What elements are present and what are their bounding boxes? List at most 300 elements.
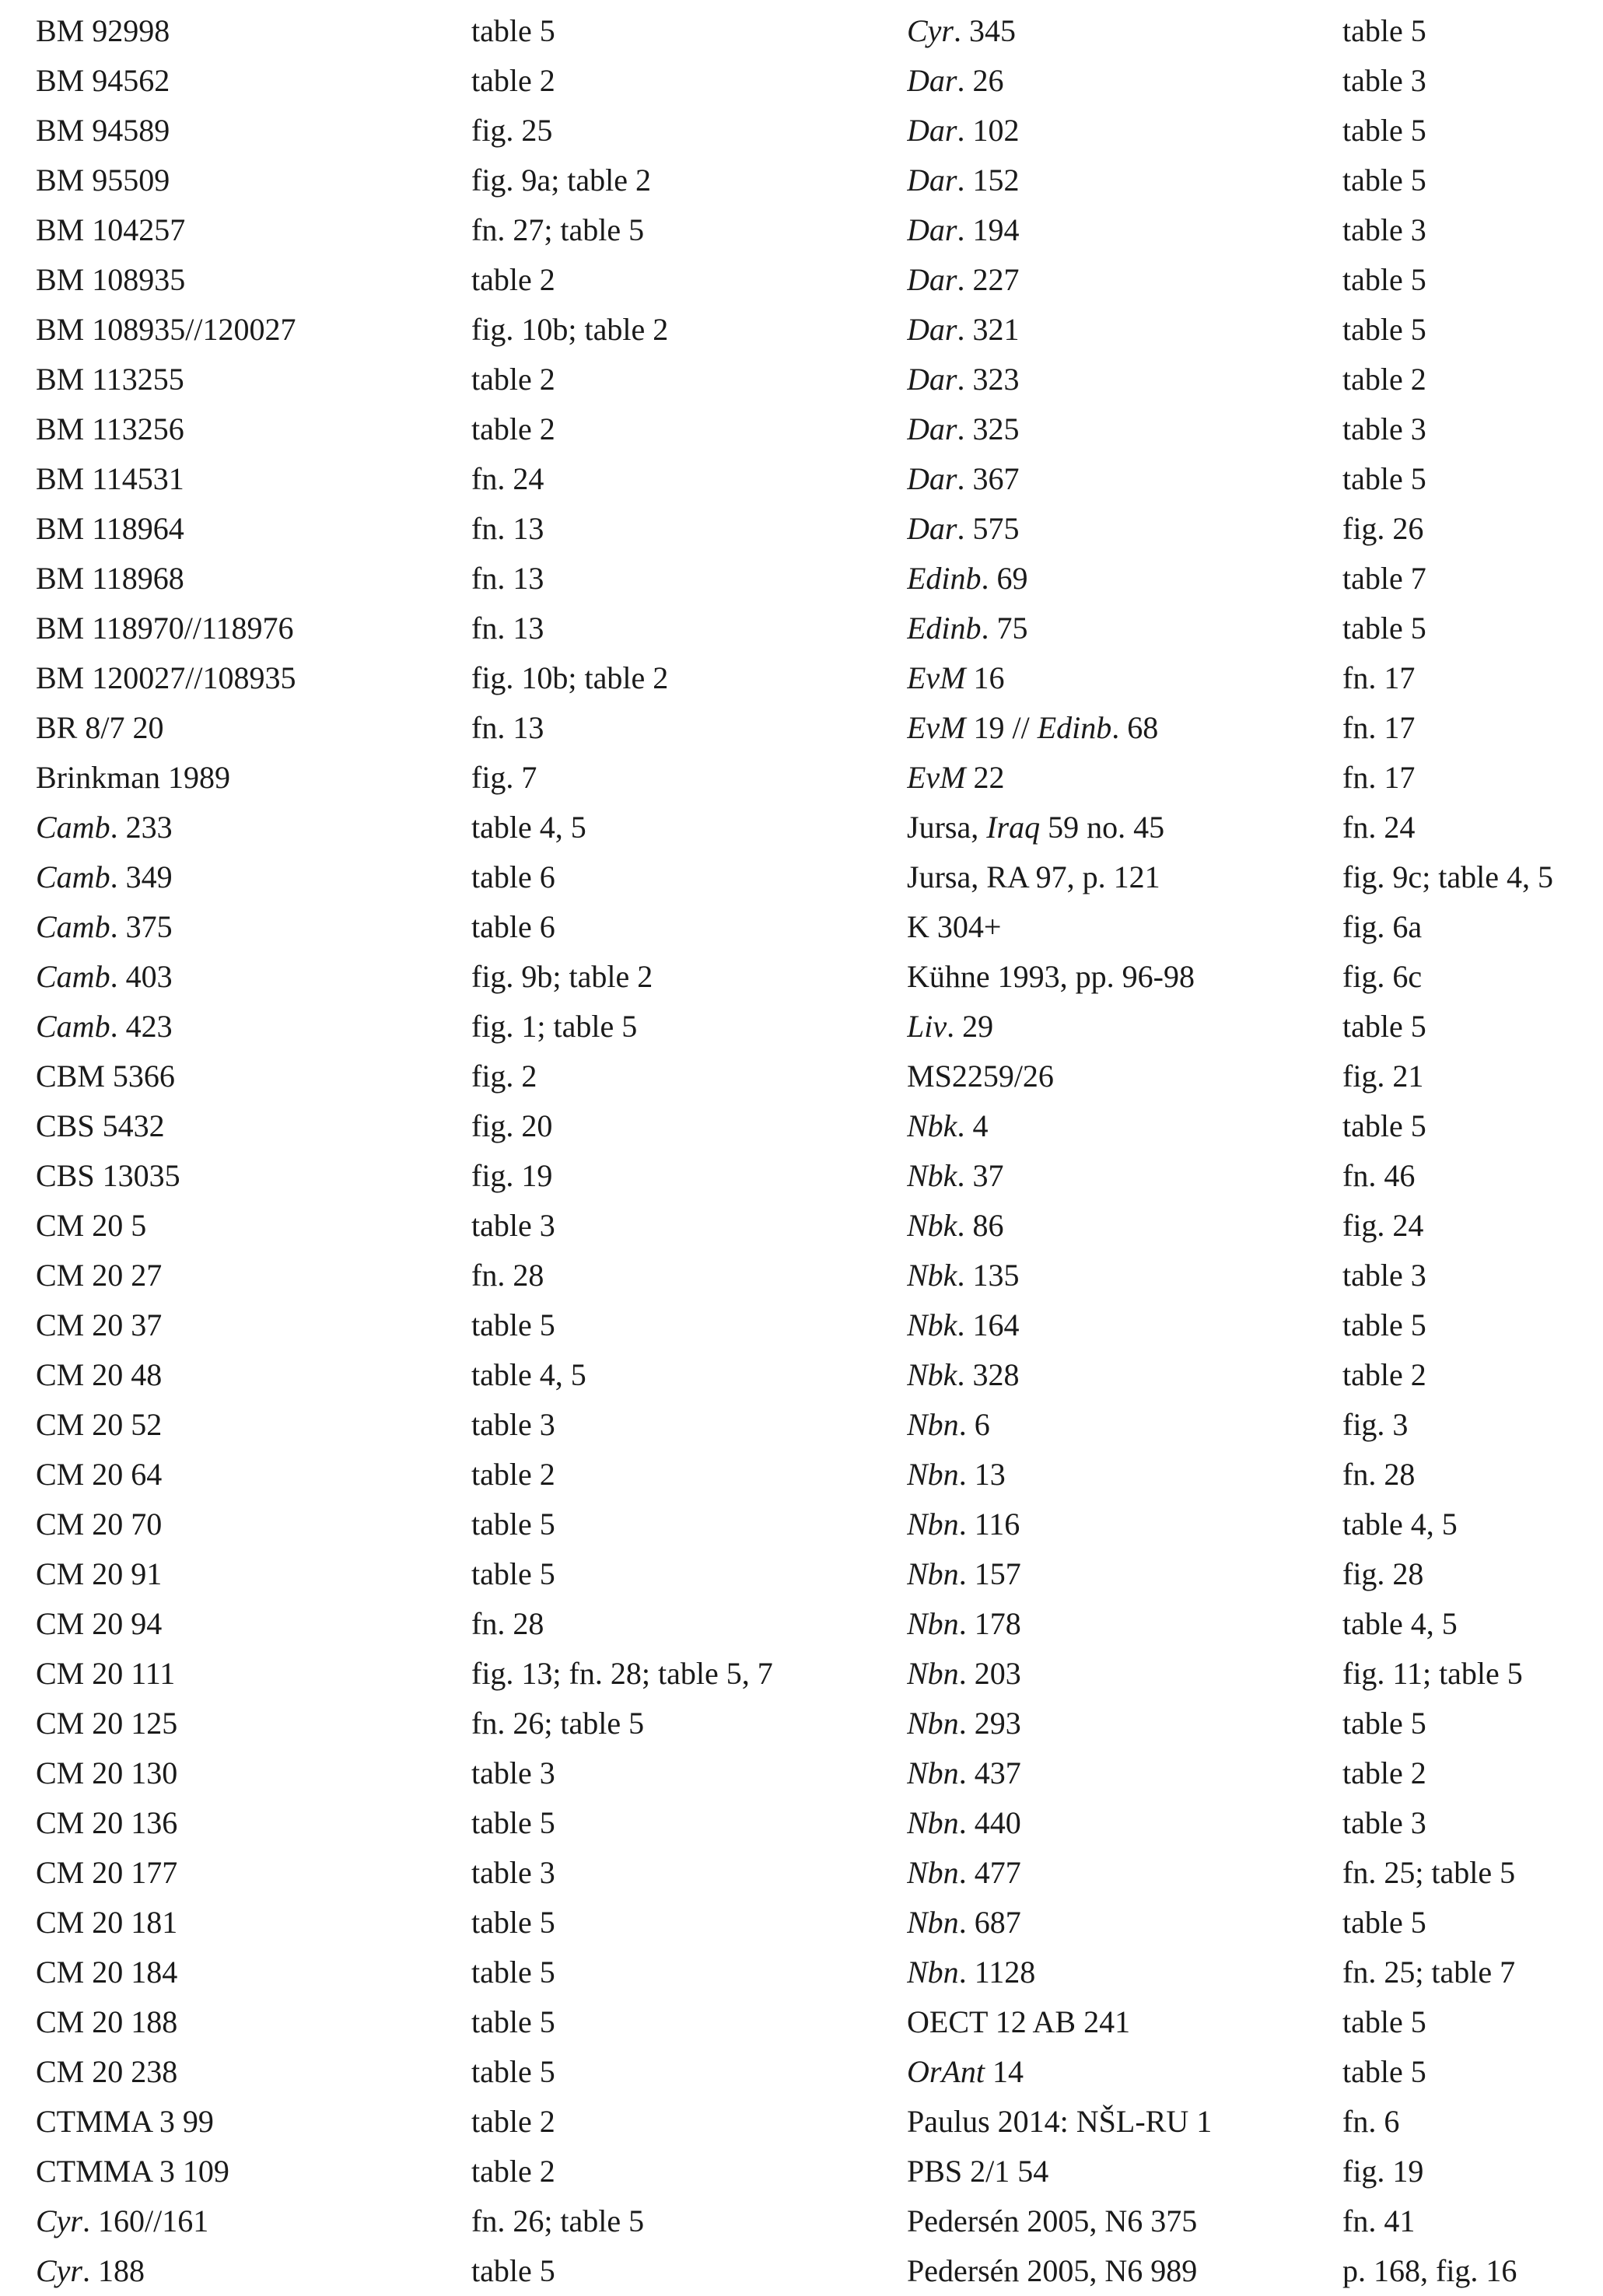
index-entry: [36, 1002, 884, 1052]
siglum-part: . 116: [958, 1507, 1020, 1542]
siglum-part: BM 92998: [36, 13, 170, 48]
entry-siglum: [36, 1500, 471, 1549]
index-entry: [36, 2196, 884, 2246]
entry-siglum: [907, 604, 1342, 653]
siglum-part: . 227: [957, 262, 1020, 297]
index-entry: [907, 56, 1603, 106]
siglum-part: BM 113255: [36, 362, 184, 397]
siglum-part: . 37: [957, 1158, 1004, 1193]
siglum-italic-part: Nbn: [907, 1706, 959, 1741]
siglum-italic-part: Nbn: [907, 1407, 959, 1442]
entry-siglum: [907, 355, 1342, 404]
entry-siglum: [907, 952, 1342, 1002]
siglum-italic-part: EvM: [907, 760, 966, 795]
siglum-part: OECT 12 AB 241: [907, 2004, 1131, 2039]
entry-reference: fig. 28: [1342, 1556, 1424, 1591]
index-column-right: [907, 6, 1603, 2296]
entry-siglum: [907, 1251, 1342, 1300]
siglum-part: . 349: [110, 859, 173, 894]
index-entry: [907, 2147, 1603, 2196]
siglum-italic-part: Nbn: [907, 1855, 959, 1890]
siglum-part: PBS 2/1 54: [907, 2154, 1049, 2189]
entry-reference: fn. 17: [1342, 760, 1416, 795]
entry-reference: table 2: [1342, 362, 1426, 397]
entry-reference: table 5: [1342, 13, 1426, 48]
entry-reference: fig. 3: [1342, 1407, 1409, 1442]
entry-reference: table 4, 5: [471, 1357, 586, 1392]
entry-reference: table 5: [1342, 2004, 1426, 2039]
entry-reference: fig. 11; table 5: [1342, 1656, 1523, 1691]
siglum-part: . 687: [958, 1905, 1021, 1940]
siglum-italic-part: Nbn: [907, 1507, 959, 1542]
entry-reference: table 5: [471, 1805, 555, 1840]
entry-reference: table 5: [1342, 312, 1426, 347]
siglum-part: . 375: [110, 909, 173, 944]
entry-reference: table 5: [1342, 1307, 1426, 1342]
siglum-part: CM 20 130: [36, 1755, 178, 1790]
index-entry: [907, 1898, 1603, 1948]
index-entry: [36, 1549, 884, 1599]
entry-reference: p. 168, fig. 16: [1342, 2253, 1517, 2288]
index-entry: [907, 355, 1603, 404]
index-entry: [907, 1798, 1603, 1848]
entry-reference: fig. 24: [1342, 1208, 1424, 1243]
siglum-italic-part: Nbn: [907, 1556, 959, 1591]
siglum-italic-part: Nbn: [907, 1955, 959, 1990]
entry-siglum: [907, 1898, 1342, 1948]
index-entry: [907, 1350, 1603, 1400]
index-entry: [36, 1201, 884, 1251]
index-entry: [36, 1898, 884, 1948]
entry-siglum: [36, 1748, 471, 1798]
entry-reference: table 5: [1342, 1108, 1426, 1143]
entry-siglum: [907, 305, 1342, 355]
entry-siglum: [36, 604, 471, 653]
index-entry: [36, 1649, 884, 1699]
entry-reference: table 5: [471, 1905, 555, 1940]
index-entry: [36, 255, 884, 305]
entry-siglum: [36, 1052, 471, 1101]
entry-siglum: [36, 404, 471, 454]
index-entry: [907, 1300, 1603, 1350]
entry-reference: fig. 19: [471, 1158, 553, 1193]
siglum-part: BM 108935//120027: [36, 312, 296, 347]
index-entry: [36, 1798, 884, 1848]
index-entry: [36, 1948, 884, 1997]
entry-siglum: [907, 454, 1342, 504]
entry-reference: table 3: [471, 1855, 555, 1890]
entry-reference: table 3: [1342, 411, 1426, 446]
entry-reference: table 5: [471, 2253, 555, 2288]
siglum-italic-part: Dar: [907, 63, 957, 98]
entry-reference: table 5: [1342, 461, 1426, 496]
siglum-part: BM 94562: [36, 63, 170, 98]
entry-siglum: [36, 156, 471, 205]
entry-reference: table 5: [1342, 611, 1426, 646]
siglum-part: . 575: [957, 511, 1020, 546]
entry-reference: fig. 10b; table 2: [471, 312, 669, 347]
index-entry: [907, 1997, 1603, 2047]
siglum-italic-part: Camb: [36, 810, 110, 845]
entry-siglum: [907, 1450, 1342, 1500]
siglum-part: . 102: [957, 113, 1020, 148]
index-entry: [36, 1300, 884, 1350]
entry-siglum: [907, 703, 1342, 753]
entry-reference: fn. 17: [1342, 710, 1416, 745]
entry-siglum: [907, 803, 1342, 852]
siglum-part: CM 20 111: [36, 1656, 176, 1691]
index-entry: [907, 156, 1603, 205]
index-entry: [907, 1748, 1603, 1798]
entry-siglum: [36, 1400, 471, 1450]
entry-reference: table 5: [1342, 1905, 1426, 1940]
index-entry: [36, 1997, 884, 2047]
siglum-part: CM 20 27: [36, 1258, 163, 1293]
entry-siglum: [36, 1251, 471, 1300]
entry-reference: fig. 20: [471, 1108, 553, 1143]
entry-siglum: [907, 2097, 1342, 2147]
siglum-part: BM 118968: [36, 561, 184, 596]
siglum-part: Kühne 1993, pp. 96-98: [907, 959, 1195, 994]
siglum-italic-part: Edinb: [907, 561, 982, 596]
siglum-part: . 403: [110, 959, 173, 994]
entry-siglum: [907, 156, 1342, 205]
index-entry: [36, 2147, 884, 2196]
entry-siglum: [907, 1649, 1342, 1699]
entry-reference: fig. 21: [1342, 1059, 1424, 1094]
siglum-italic-part: Nbk: [907, 1158, 957, 1193]
siglum-italic-part: Camb: [36, 859, 110, 894]
siglum-part: CTMMA 3 99: [36, 2104, 214, 2139]
entry-reference: fn. 46: [1342, 1158, 1416, 1193]
siglum-part: CBS 5432: [36, 1108, 165, 1143]
entry-reference: table 4, 5: [1342, 1606, 1458, 1641]
siglum-part: CM 20 177: [36, 1855, 178, 1890]
siglum-part: . 188: [82, 2253, 145, 2288]
entry-reference: fn. 26; table 5: [471, 2203, 645, 2238]
siglum-part: . 423: [110, 1009, 173, 1044]
index-entry: [907, 1500, 1603, 1549]
index-entry: [36, 355, 884, 404]
siglum-part: . 157: [958, 1556, 1021, 1591]
entry-siglum: [907, 1997, 1342, 2047]
siglum-part: 59 no. 45: [1040, 810, 1165, 845]
siglum-italic-part: Cyr: [36, 2203, 82, 2238]
entry-reference: fn. 6: [1342, 2104, 1400, 2139]
siglum-part: CM 20 91: [36, 1556, 163, 1591]
siglum-italic-part: Liv: [907, 1009, 947, 1044]
siglum-part: Jursa,: [907, 810, 987, 845]
index-entry: [907, 554, 1603, 604]
siglum-part: CM 20 188: [36, 2004, 178, 2039]
entry-siglum: [36, 305, 471, 355]
siglum-part: BM 114531: [36, 461, 184, 496]
siglum-italic-part: Nbk: [907, 1307, 957, 1342]
siglum-italic-part: Edinb: [907, 611, 982, 646]
entry-reference: table 2: [1342, 1755, 1426, 1790]
siglum-part: CM 20 181: [36, 1905, 178, 1940]
siglum-part: Jursa, RA 97, p. 121: [907, 859, 1160, 894]
siglum-part: CM 20 136: [36, 1805, 178, 1840]
siglum-part: . 26: [957, 63, 1004, 98]
siglum-part: . 69: [981, 561, 1028, 596]
entry-siglum: [907, 56, 1342, 106]
entry-reference: table 5: [471, 1556, 555, 1591]
siglum-part: Pedersén 2005, N6 375: [907, 2203, 1198, 2238]
index-entry: [36, 205, 884, 255]
index-column-left: [36, 6, 884, 2296]
siglum-part: . 75: [981, 611, 1028, 646]
index-entry: [907, 902, 1603, 952]
index-entry: [907, 106, 1603, 156]
siglum-part: . 164: [957, 1307, 1020, 1342]
entry-siglum: [36, 1699, 471, 1748]
siglum-part: CM 20 94: [36, 1606, 163, 1641]
entry-siglum: [36, 1350, 471, 1400]
entry-siglum: [907, 852, 1342, 902]
entry-reference: fn. 17: [1342, 660, 1416, 695]
entry-reference: table 5: [1342, 113, 1426, 148]
index-entry: [907, 1400, 1603, 1450]
entry-reference: fig. 25: [471, 113, 553, 148]
siglum-part: . 160//161: [82, 2203, 209, 2238]
index-entry: [36, 952, 884, 1002]
siglum-italic-part: Nbn: [907, 1755, 959, 1790]
siglum-italic-part: Dar: [907, 461, 957, 496]
entry-siglum: [907, 1699, 1342, 1748]
siglum-part: BM 120027//108935: [36, 660, 296, 695]
entry-siglum: [907, 653, 1342, 703]
siglum-italic-part: Nbn: [907, 1656, 959, 1691]
entry-reference: table 3: [471, 1208, 555, 1243]
entry-reference: fn. 27; table 5: [471, 212, 645, 247]
entry-siglum: [36, 803, 471, 852]
entry-siglum: [36, 1300, 471, 1350]
entry-siglum: [907, 1300, 1342, 1350]
index-entry: [36, 454, 884, 504]
entry-siglum: [36, 1898, 471, 1948]
index-entry: [907, 703, 1603, 753]
entry-siglum: [36, 255, 471, 305]
entry-siglum: [907, 1748, 1342, 1798]
entry-siglum: [907, 404, 1342, 454]
siglum-part: . 135: [957, 1258, 1020, 1293]
entry-siglum: [907, 504, 1342, 554]
index-entry: [36, 902, 884, 952]
siglum-italic-part: Dar: [907, 362, 957, 397]
siglum-part: . 477: [958, 1855, 1021, 1890]
index-entry: [36, 56, 884, 106]
entry-reference: fig. 10b; table 2: [471, 660, 669, 695]
entry-reference: fig. 9b; table 2: [471, 959, 653, 994]
siglum-part: BM 118964: [36, 511, 184, 546]
index-entry: [36, 1748, 884, 1798]
entry-reference: table 2: [1342, 1357, 1426, 1392]
siglum-part: BM 104257: [36, 212, 186, 247]
siglum-part: . 13: [958, 1457, 1006, 1492]
siglum-part: CM 20 48: [36, 1357, 163, 1392]
entry-reference: table 2: [471, 63, 555, 98]
entry-siglum: [907, 2147, 1342, 2196]
siglum-part: CM 20 184: [36, 1955, 178, 1990]
entry-reference: table 3: [1342, 1805, 1426, 1840]
entry-siglum: [907, 1201, 1342, 1251]
index-entry: [36, 803, 884, 852]
entry-reference: fn. 13: [471, 511, 544, 546]
siglum-italic-part: Dar: [907, 262, 957, 297]
entry-reference: table 7: [1342, 561, 1426, 596]
index-entry: [907, 1101, 1603, 1151]
entry-siglum: [907, 1500, 1342, 1549]
siglum-italic-part: Nbk: [907, 1357, 957, 1392]
entry-reference: fn. 13: [471, 611, 544, 646]
entry-siglum: [907, 1101, 1342, 1151]
entry-siglum: [907, 902, 1342, 952]
siglum-part: . 1128: [958, 1955, 1036, 1990]
siglum-part: CM 20 37: [36, 1307, 163, 1342]
entry-reference: table 5: [1342, 1706, 1426, 1741]
index-entry: [36, 703, 884, 753]
siglum-italic-part: Camb: [36, 909, 110, 944]
siglum-part: BM 95509: [36, 163, 170, 198]
entry-siglum: [36, 2196, 471, 2246]
siglum-italic-part: Dar: [907, 212, 957, 247]
entry-reference: fn. 28: [471, 1606, 544, 1641]
siglum-part: 14: [985, 2054, 1024, 2089]
index-entry: [907, 1948, 1603, 1997]
index-entry: [907, 852, 1603, 902]
entry-siglum: [36, 1848, 471, 1898]
siglum-italic-part: Nbk: [907, 1258, 957, 1293]
index-entry: [907, 1151, 1603, 1201]
entry-siglum: [907, 2196, 1342, 2246]
siglum-part: 19 //: [965, 710, 1038, 745]
entry-reference: fig. 6c: [1342, 959, 1423, 994]
index-entry: [36, 1500, 884, 1549]
entry-reference: table 3: [471, 1407, 555, 1442]
entry-reference: table 5: [471, 1507, 555, 1542]
entry-reference: table 5: [471, 1955, 555, 1990]
entry-siglum: [907, 255, 1342, 305]
index-entry: [907, 504, 1603, 554]
siglum-italic-part: OrAnt: [907, 2054, 985, 2089]
index-entry: [36, 1450, 884, 1500]
siglum-italic-part: Nbn: [907, 1805, 959, 1840]
siglum-italic-part: Cyr: [36, 2253, 82, 2288]
index-entry: [907, 1549, 1603, 1599]
siglum-part: . 440: [958, 1805, 1021, 1840]
siglum-part: CBS 13035: [36, 1158, 180, 1193]
siglum-part: . 203: [958, 1656, 1021, 1691]
siglum-part: . 293: [958, 1706, 1021, 1741]
index-entry: [907, 1052, 1603, 1101]
entry-siglum: [907, 554, 1342, 604]
siglum-part: 22: [965, 760, 1005, 795]
siglum-part: 16: [965, 660, 1005, 695]
index-entry: [907, 205, 1603, 255]
index-entry: [36, 2246, 884, 2296]
entry-reference: table 4, 5: [1342, 1507, 1458, 1542]
siglum-part: Pedersén 2005, N6 989: [907, 2253, 1198, 2288]
siglum-part: BM 94589: [36, 113, 170, 148]
entry-siglum: [36, 2047, 471, 2097]
siglum-part: . 194: [957, 212, 1020, 247]
siglum-part: . 86: [957, 1208, 1004, 1243]
entry-siglum: [907, 106, 1342, 156]
entry-siglum: [36, 653, 471, 703]
entry-siglum: [36, 56, 471, 106]
siglum-part: . 367: [957, 461, 1020, 496]
entry-siglum: [36, 1599, 471, 1649]
siglum-part: CM 20 125: [36, 1706, 178, 1741]
entry-reference: table 3: [1342, 63, 1426, 98]
entry-siglum: [36, 106, 471, 156]
entry-reference: fn. 28: [471, 1258, 544, 1293]
entry-reference: fig. 19: [1342, 2154, 1424, 2189]
entry-reference: table 5: [471, 1307, 555, 1342]
entry-siglum: [907, 1599, 1342, 1649]
entry-siglum: [36, 2097, 471, 2147]
index-entry: [36, 1400, 884, 1450]
index-entry: [907, 305, 1603, 355]
siglum-part: Brinkman 1989: [36, 760, 230, 795]
siglum-italic-part: Nbk: [907, 1108, 957, 1143]
entry-siglum: [36, 1101, 471, 1151]
siglum-italic-part: Iraq: [986, 810, 1041, 845]
siglum-part: . 29: [947, 1009, 994, 1044]
index-entry: [36, 1101, 884, 1151]
entry-siglum: [36, 1151, 471, 1201]
index-entry: [907, 2097, 1603, 2147]
siglum-part: BM 118970//118976: [36, 611, 294, 646]
entry-reference: table 2: [471, 411, 555, 446]
entry-reference: fn. 41: [1342, 2203, 1416, 2238]
index-entry: [36, 404, 884, 454]
entry-siglum: [907, 205, 1342, 255]
entry-siglum: [36, 554, 471, 604]
entry-reference: table 5: [1342, 262, 1426, 297]
entry-siglum: [36, 1798, 471, 1848]
index-entry: [36, 2047, 884, 2097]
index-entry: [907, 1450, 1603, 1500]
entry-reference: table 6: [471, 909, 555, 944]
entry-reference: table 5: [1342, 2054, 1426, 2089]
entry-siglum: [36, 753, 471, 803]
entry-siglum: [36, 952, 471, 1002]
index-entry: [36, 1151, 884, 1201]
siglum-italic-part: Nbn: [907, 1606, 959, 1641]
siglum-part: . 345: [954, 13, 1016, 48]
index-entry: [907, 2196, 1603, 2246]
siglum-part: . 325: [957, 411, 1020, 446]
index-entry: [36, 504, 884, 554]
siglum-part: CBM 5366: [36, 1059, 175, 1094]
siglum-part: . 233: [110, 810, 173, 845]
index-entry: [36, 653, 884, 703]
entry-siglum: [907, 1948, 1342, 1997]
index-entry: [907, 1251, 1603, 1300]
siglum-part: . 68: [1111, 710, 1159, 745]
entry-siglum: [36, 205, 471, 255]
index-entry: [907, 1649, 1603, 1699]
siglum-part: Paulus 2014: NŠL-RU 1: [907, 2104, 1213, 2139]
entry-siglum: [907, 753, 1342, 803]
entry-siglum: [36, 6, 471, 56]
entry-reference: fig. 9c; table 4, 5: [1342, 859, 1554, 894]
siglum-italic-part: Dar: [907, 411, 957, 446]
siglum-part: MS2259/26: [907, 1059, 1054, 1094]
siglum-italic-part: Dar: [907, 163, 957, 198]
